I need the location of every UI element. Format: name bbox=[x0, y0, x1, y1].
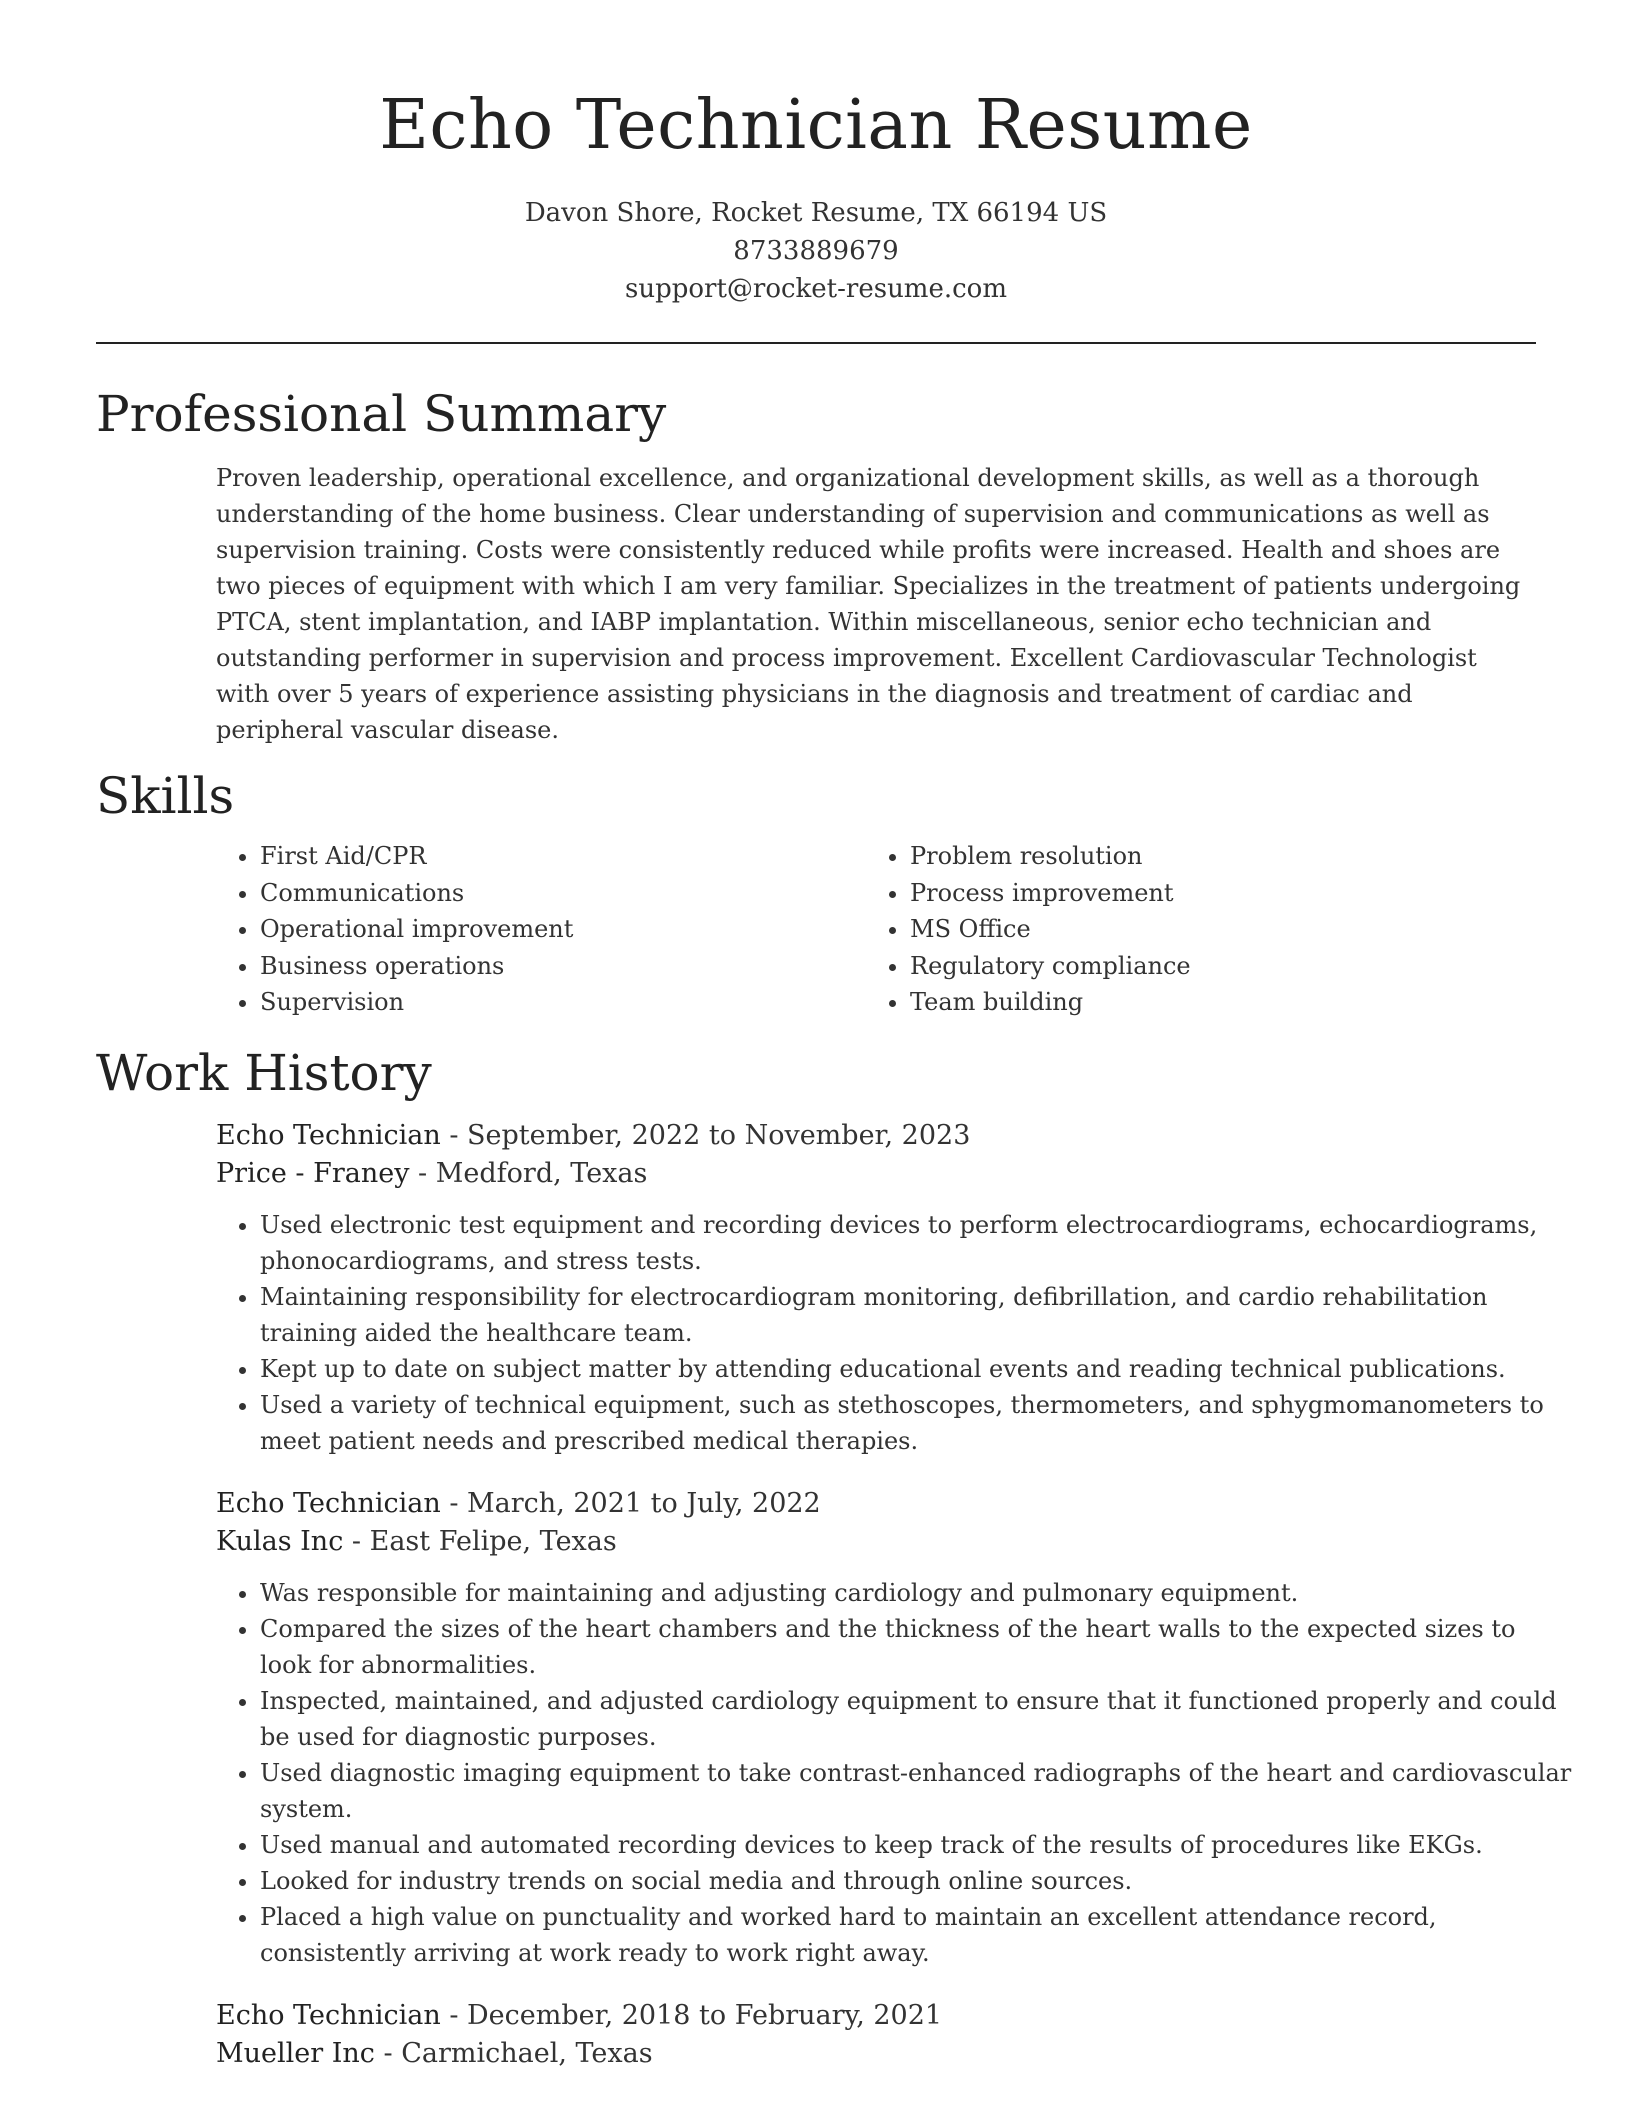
job-title: Echo Technician bbox=[216, 1487, 441, 1519]
skills-list-right bbox=[866, 838, 1470, 1021]
job-dates: September, 2022 to November, 2023 bbox=[467, 1119, 971, 1151]
job-company-line bbox=[216, 1155, 1536, 1193]
skill-item: • Problem resolution bbox=[910, 838, 1470, 875]
job-title: Echo Technician bbox=[216, 1999, 441, 2031]
job-bullet: • Inspected, maintained, and adjusted cardiology equipment to ensure that it functioned properly and could be used for diagnostic purposes. bbox=[260, 1683, 1572, 1755]
skill-item: • Operational improvement bbox=[260, 911, 866, 948]
job-bullet: • Compared the sizes of the heart chambers and the thickness of the heart walls to the expected sizes to look for abnormalities. bbox=[260, 1611, 1572, 1683]
job-company: Price - Franey bbox=[216, 1157, 410, 1189]
skill-item: • Communications bbox=[260, 875, 866, 912]
skill-item: • Team building bbox=[910, 984, 1470, 1021]
resume-title: Echo Technician Resume bbox=[379, 86, 1253, 165]
job-bullet: • Used a variety of technical equipment, such as stethoscopes, thermometers, and sphygmomanometers to meet patient needs and prescribed medical therapies. bbox=[260, 1387, 1572, 1459]
job-company-line bbox=[216, 1523, 1536, 1561]
separator: - bbox=[440, 1119, 468, 1151]
separator: - bbox=[343, 1525, 370, 1557]
separator: - bbox=[440, 1487, 468, 1519]
separator: - bbox=[440, 1999, 468, 2031]
job-entry bbox=[216, 1997, 1536, 2073]
header-divider bbox=[96, 342, 1536, 344]
job-bullet: • Maintaining responsibility for electrocardiogram monitoring, defibrillation, and cardio rehabilitation training aided the healthcare team. bbox=[260, 1279, 1572, 1351]
job-bullet: • Used diagnostic imaging equipment to take contrast-enhanced radiographs of the heart and cardiovascular system. bbox=[260, 1755, 1572, 1827]
separator: - bbox=[409, 1157, 436, 1189]
skill-item: • Process improvement bbox=[910, 875, 1470, 912]
skills-heading: Skills bbox=[96, 767, 235, 825]
skill-item: • MS Office bbox=[910, 911, 1470, 948]
skill-item: • First Aid/CPR bbox=[260, 838, 866, 875]
separator: - bbox=[374, 2037, 402, 2069]
job-location: East Felipe, Texas bbox=[369, 1525, 617, 1557]
job-company: Kulas Inc bbox=[216, 1525, 344, 1557]
job-dates: December, 2018 to February, 2021 bbox=[467, 1999, 943, 2031]
job-bullet: • Looked for industry trends on social media and through online sources. bbox=[260, 1863, 1572, 1899]
skills-list-left bbox=[216, 838, 866, 1021]
summary-section bbox=[0, 382, 1632, 748]
summary-text: Proven leadership, operational excellence, and organizational development skills, as well as a thorough understanding of the home business. Clear understanding of supervision and communications as well as supervision training. Costs were consistently reduced while profits were increased. Health and shoes are two pieces of equipment with which I am very familiar. Specializes in the treatment of patients undergoing PTCA, stent implantation, and IABP implantation. Within miscellaneous, senior echo technician and outstanding performer in supervision and process improvement. Excellent Cardiovascular Technologist with over 5 years of experience assisting physicians in the diagnosis and treatment of cardiac and peripheral vascular disease. bbox=[216, 464, 1521, 744]
job-bullet: • Kept up to date on subject matter by attending educational events and reading technical publications. bbox=[260, 1351, 1572, 1387]
contact-email: support@rocket-resume.com bbox=[624, 274, 1007, 304]
resume-header bbox=[0, 0, 1632, 308]
skill-item: • Supervision bbox=[260, 984, 866, 1021]
work-history-heading: Work History bbox=[96, 1043, 432, 1102]
job-bullet: • Used manual and automated recording devices to keep track of the results of procedures like EKGs. bbox=[260, 1827, 1572, 1863]
skills-columns bbox=[216, 838, 1536, 1021]
job-location: Carmichael, Texas bbox=[401, 2037, 653, 2069]
skill-item: • Regulatory compliance bbox=[910, 948, 1470, 985]
job-company: Mueller Inc bbox=[216, 2037, 375, 2069]
work-history-section bbox=[0, 1041, 1632, 2073]
job-title: Echo Technician bbox=[216, 1119, 441, 1151]
job-title-line bbox=[216, 1485, 1536, 1523]
job-entry bbox=[216, 1117, 1544, 1459]
contact-block bbox=[0, 194, 1632, 308]
contact-phone: 8733889679 bbox=[733, 236, 899, 266]
job-title-line bbox=[216, 1117, 1536, 1155]
job-bullets bbox=[216, 1575, 1572, 1971]
summary-heading: Professional Summary bbox=[96, 385, 667, 443]
job-location: Medford, Texas bbox=[435, 1157, 648, 1189]
skills-section bbox=[0, 764, 1632, 1021]
contact-address: Davon Shore, Rocket Resume, TX 66194 US bbox=[524, 198, 1108, 228]
job-bullets bbox=[216, 1207, 1572, 1459]
job-company-line bbox=[216, 2035, 1536, 2073]
job-dates: March, 2021 to July, 2022 bbox=[467, 1487, 821, 1519]
job-entry bbox=[216, 1485, 1572, 1971]
job-bullet: • Used electronic test equipment and recording devices to perform electrocardiograms, echocardiograms, phonocardiograms, and stress tests. bbox=[260, 1207, 1572, 1279]
job-bullet: • Placed a high value on punctuality and worked hard to maintain an excellent attendance record, consistently arriving at work ready to work right away. bbox=[260, 1899, 1572, 1971]
job-bullet: • Was responsible for maintaining and adjusting cardiology and pulmonary equipment. bbox=[260, 1575, 1572, 1611]
job-title-line bbox=[216, 1997, 1536, 2035]
skill-item: • Business operations bbox=[260, 948, 866, 985]
